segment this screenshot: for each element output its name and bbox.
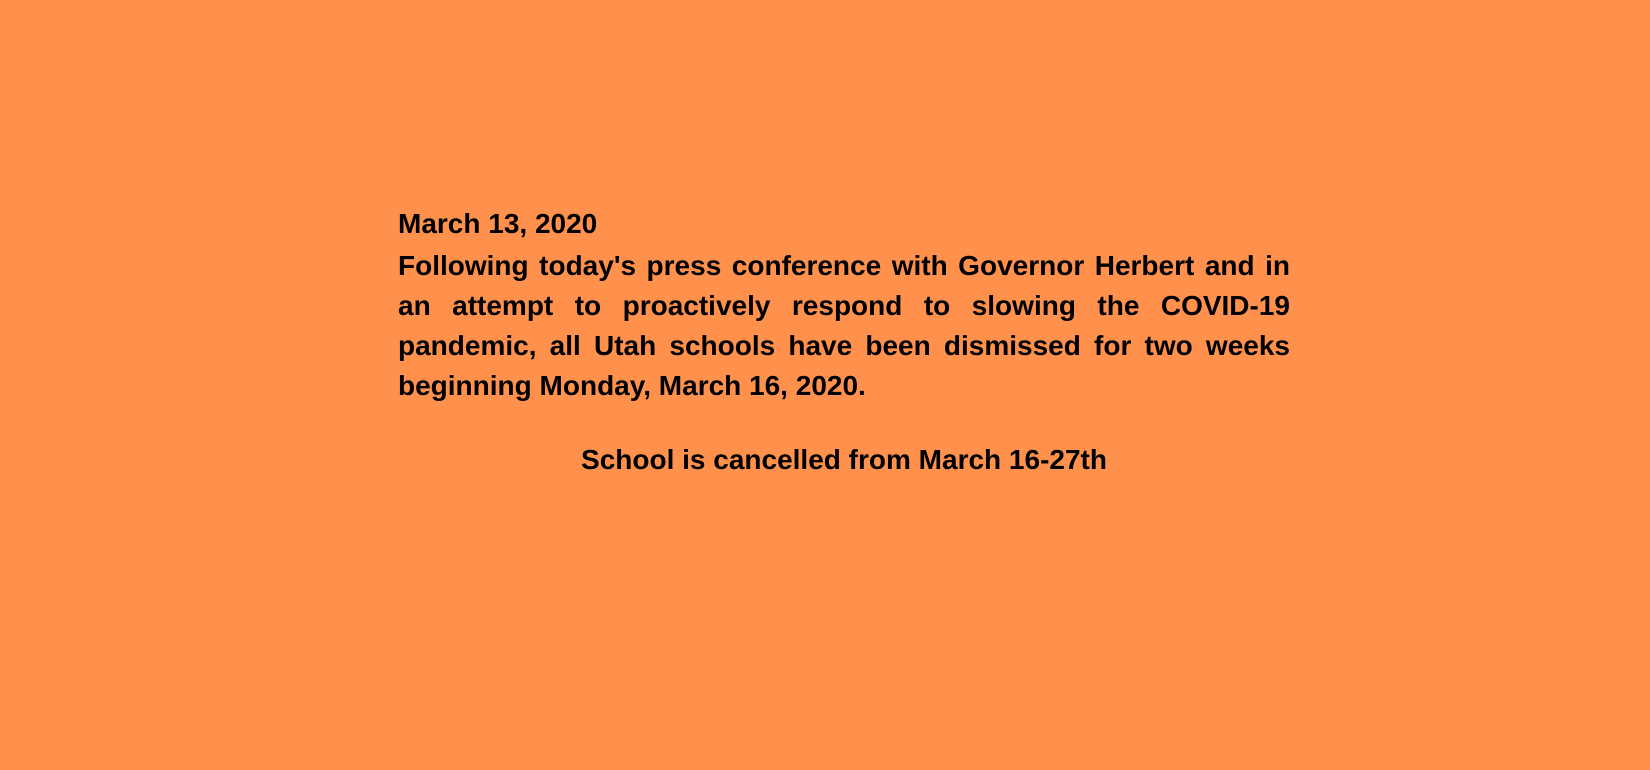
announcement-body: Following today's press conference with Governor Herbert and in an attempt to proactively respond to slowing the COVID-19 pandemic, all Utah schools have been dismissed for two weeks beginning Monday, March 16, 2020.	[398, 250, 1290, 401]
announcement-block	[398, 202, 1290, 406]
cancellation-notice: School is cancelled from March 16-27th	[581, 444, 1107, 475]
announcement-date: March 13, 2020	[398, 208, 598, 239]
